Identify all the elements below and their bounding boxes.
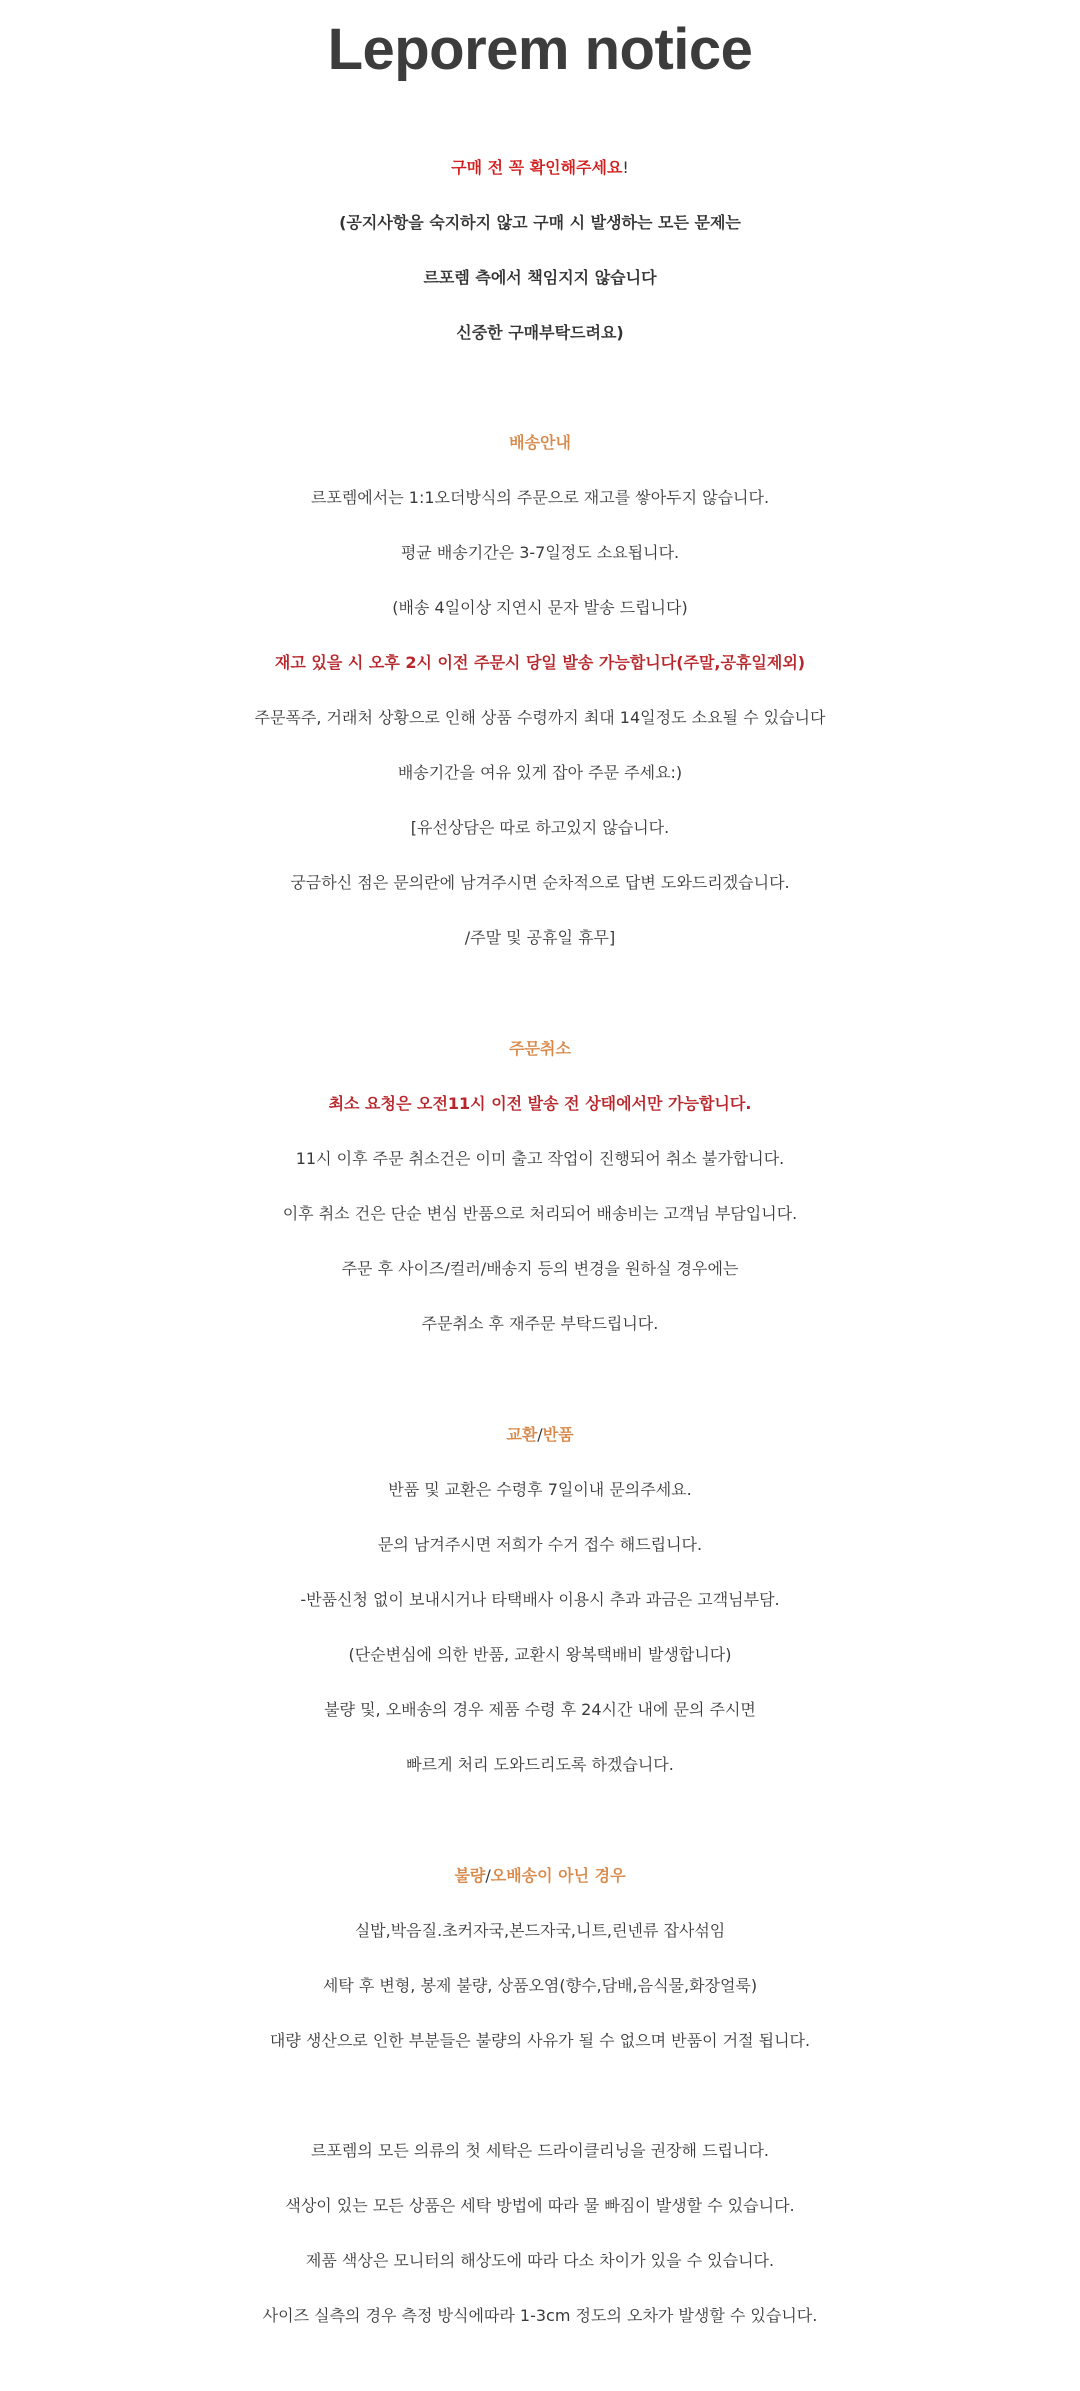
defect-heading-a: 불량 [454, 1866, 486, 1885]
defect-heading [0, 1856, 1080, 1896]
exchange-heading [0, 1415, 1080, 1455]
intro-line-1: (공지사항을 숙지하지 않고 구매 시 발생하는 모든 문제는 [339, 213, 741, 232]
defect-heading-b: 오배송이 아닌 경우 [490, 1866, 626, 1885]
exchange-line-4: (단순변심에 의한 반품, 교환시 왕복택배비 발생합니다) [348, 1645, 732, 1664]
intro-line-2: 르포렘 측에서 책임지지 않습니다 [423, 268, 657, 287]
shipping-line-4: 주문폭주, 거래처 상황으로 인해 상품 수령까지 최대 14일정도 소요될 수 있습니다 [254, 708, 826, 727]
defect-line-3: 대량 생산으로 인한 부분들은 불량의 사유가 될 수 없으며 반품이 거절 됩니다. [269, 2031, 811, 2050]
care-line-3: 제품 색상은 모니터의 해상도에 따라 다소 차이가 있을 수 있습니다. [305, 2251, 775, 2270]
exchange-line-6: 빠르게 처리 도와드리도록 하겠습니다. [406, 1755, 674, 1774]
cancel-line-2: 이후 취소 건은 단순 변심 반품으로 처리되어 배송비는 고객님 부담입니다. [282, 1204, 798, 1223]
page-title: Leporem notice [327, 17, 753, 82]
exchange-heading-b: 반품 [542, 1425, 574, 1444]
exchange-heading-sep: / [537, 1425, 543, 1444]
cancel-highlight: 최소 요청은 오전11시 이전 발송 전 상태에서만 가능합니다. [328, 1094, 752, 1113]
defect-heading-sep: / [485, 1866, 491, 1885]
exchange-heading-a: 교환 [506, 1425, 538, 1444]
defect-line-1: 실밥,박음질.초커자국,본드자국,니트,린넨류 잡사섞임 [354, 1921, 726, 1940]
care-line-2: 색상이 있는 모든 상품은 세탁 방법에 따라 물 빠짐이 발생할 수 있습니다. [285, 2196, 795, 2215]
exchange-line-1: 반품 및 교환은 수령후 7일이내 문의주세요. [388, 1480, 692, 1499]
intro-warning-mark: ! [622, 158, 629, 177]
cancel-line-3: 주문 후 사이즈/컬러/배송지 등의 변경을 원하실 경우에는 [341, 1259, 739, 1278]
defect-line-2: 세탁 후 변형, 봉제 불량, 상품오염(향수,담배,음식물,화장얼룩) [322, 1976, 758, 1995]
intro-line-3: 신중한 구매부탁드려요) [456, 323, 624, 342]
exchange-line-2: 문의 남겨주시면 저희가 수거 접수 해드립니다. [377, 1535, 703, 1554]
shipping-line-2: 평균 배송기간은 3-7일정도 소요됩니다. [400, 543, 680, 562]
shipping-line-5: 배송기간을 여유 있게 잡아 주문 주세요:) [397, 763, 683, 782]
intro-warning [0, 148, 1080, 188]
shipping-line-6: [유선상담은 따로 하고있지 않습니다. [410, 818, 670, 837]
exchange-line-5: 불량 및, 오배송의 경우 제품 수령 후 24시간 내에 문의 주시면 [324, 1700, 756, 1719]
exchange-line-3: -반품신청 없이 보내시거나 타택배사 이용시 추과 과금은 고객님부담. [300, 1590, 780, 1609]
shipping-line-1: 르포렘에서는 1:1오더방식의 주문으로 재고를 쌓아두지 않습니다. [310, 488, 770, 507]
cancel-line-4: 주문취소 후 재주문 부탁드립니다. [421, 1314, 659, 1333]
shipping-highlight: 재고 있을 시 오후 2시 이전 주문시 당일 발송 가능합니다(주말,공휴일제외) [274, 653, 806, 672]
shipping-heading: 배송안내 [509, 433, 571, 452]
cancel-heading: 주문취소 [509, 1039, 571, 1058]
care-line-1: 르포렘의 모든 의류의 첫 세탁은 드라이클리닝을 권장해 드립니다. [310, 2141, 769, 2160]
shipping-line-3: (배송 4일이상 지연시 문자 발송 드립니다) [392, 598, 688, 617]
shipping-line-8: /주말 및 공휴일 휴무] [464, 928, 616, 947]
care-line-4: 사이즈 실측의 경우 측정 방식에따라 1-3cm 정도의 오차가 발생할 수 있습니다. [262, 2306, 818, 2325]
shipping-line-7: 궁금하신 점은 문의란에 남겨주시면 순차적으로 답변 도와드리겠습니다. [290, 873, 790, 892]
intro-warning-red: 구매 전 꼭 확인해주세요 [451, 158, 623, 177]
cancel-line-1: 11시 이후 주문 취소건은 이미 출고 작업이 진행되어 취소 불가합니다. [295, 1149, 785, 1168]
